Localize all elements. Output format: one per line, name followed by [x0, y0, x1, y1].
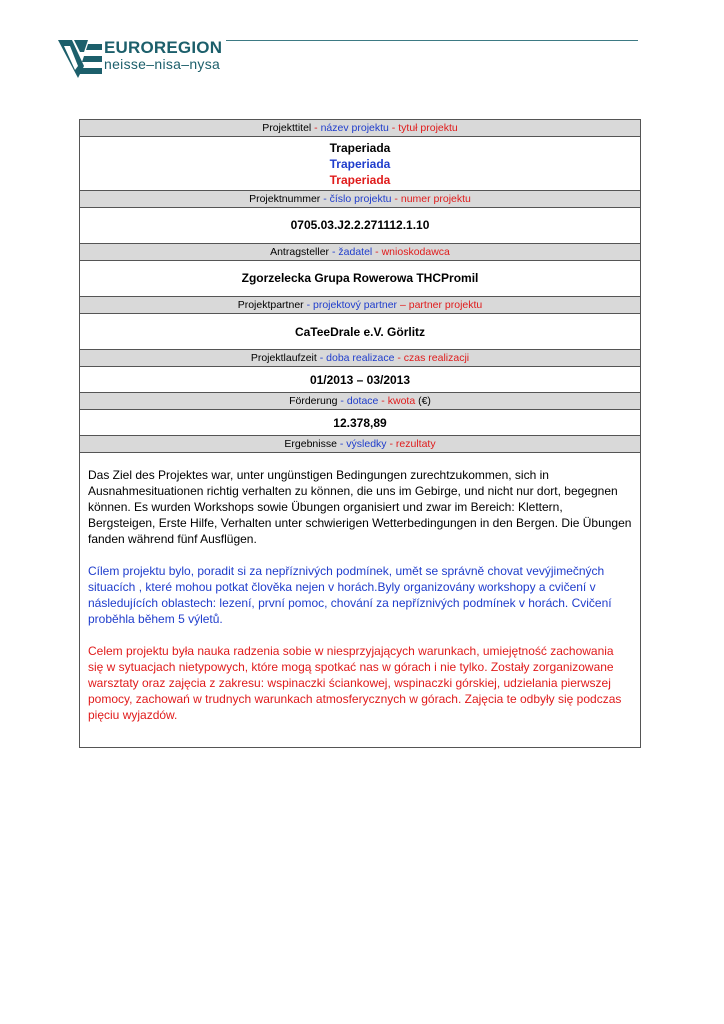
euroregion-emblem-icon [58, 38, 102, 82]
partner-value: CaTeeDrale e.V. Görlitz [80, 314, 640, 350]
project-title-pl: Traperiada [329, 173, 391, 187]
header-de: Ergebnisse [284, 438, 337, 450]
duration-header [80, 350, 640, 367]
header-sep: - [311, 122, 321, 134]
header-de: Projektlaufzeit [250, 352, 317, 364]
header-de: Projektpartner [237, 299, 304, 311]
header-sep: - [372, 246, 382, 258]
currency-suffix: (€) [415, 395, 431, 407]
logo-subtitle: neisse–nisa–nysa [104, 56, 221, 72]
funding-value: 12.378,89 [80, 410, 640, 436]
project-title-header [80, 120, 640, 137]
header-pl: partner projektu [408, 299, 483, 311]
results-body [80, 453, 640, 747]
header-sep: - [378, 395, 388, 407]
logo-title: EUROREGION [104, 38, 223, 57]
applicant-header [80, 244, 640, 261]
header-pl: tytuł projektu [398, 122, 458, 134]
header-sep: - [316, 352, 327, 364]
header-pl: numer projektu [400, 193, 471, 205]
header-cz: projektový partner [313, 299, 398, 311]
header-de: Projektnummer [249, 193, 321, 205]
header-pl: kwota [387, 395, 416, 407]
funding-header [80, 393, 640, 410]
header-sep: - [336, 438, 347, 450]
header-cz: název projektu [320, 122, 389, 134]
header-cz: dotace [346, 395, 379, 407]
project-number-header [80, 191, 640, 208]
header-sep: - [391, 193, 401, 205]
results-text-pl: Celem projektu była nauka radzenia sobie w niesprzyjających warunkach, umiejętność zachowania się w sytuacjach nietypowych, które mogą spotkać nas w górach i nie tylko. Zostały zorganizowane warsztaty oraz zajęcia z zakresu: wspinaczki ściankowej, wspinaczki górskiej, udzielania pierwszej pomocy, zachowań w trudnych warunkach atmosferycznych w górach. Zajęcia te odbyły się podczas pięciu wyjazdów. [88, 644, 622, 722]
header-de: Antragsteller [270, 246, 330, 258]
euroregion-logo [58, 38, 588, 82]
results-text-cz: Cílem projektu bylo, poradit si za nepříznivých podmínek, umět se správně chovat vevýjimečných situacích , které mohou potkat člověka nejen v horách.Byly organizovány workshopy a cvičení v následujících oblastech: lezení, první pomoc, chování za nepříznivých podmínek v horách. Cvičení proběhla během 5 výletů. [88, 564, 612, 626]
header-cz: žadatel [338, 246, 373, 258]
project-title-cz: Traperiada [329, 157, 391, 171]
header-sep: – [397, 299, 409, 311]
header-sep: - [386, 438, 396, 450]
header-cz: číslo projektu [329, 193, 392, 205]
project-title-values [80, 137, 640, 191]
header-sep: - [320, 193, 330, 205]
header-pl: czas realizacji [403, 352, 470, 364]
header-de: Projekttitel [262, 122, 312, 134]
header-sep: - [388, 122, 399, 134]
header-sep: - [337, 395, 347, 407]
header-sep: - [303, 299, 313, 311]
results-header [80, 436, 640, 453]
header-cz: výsledky [346, 438, 387, 450]
header-cz: doba realizace [326, 352, 395, 364]
project-table [79, 119, 641, 748]
header-pl: rezultaty [395, 438, 436, 450]
applicant-value: Zgorzelecka Grupa Rowerowa THCPromil [80, 261, 640, 297]
header-sep: - [394, 352, 404, 364]
logo-divider-line [226, 40, 638, 41]
partner-header [80, 297, 640, 314]
results-text-de: Das Ziel des Projektes war, unter ungünstigen Bedingungen zurechtzukommen, sich in Ausnahmesituationen richtig verhalten zu können, die uns im Gebirge, und nicht nur dort, begegnen können. Es wurden Workshops sowie Übungen organisiert und zwar im Bereich: Klettern, Bergsteigen, Erste Hilfe, Verhalten unter schwierigen Wetterbedingungen in den Bergen. Die Übungen fanden während fünf Ausflügen. [88, 468, 632, 546]
header-de: Förderung [289, 395, 338, 407]
project-number-value: 0705.03.J2.2.271112.1.10 [80, 208, 640, 244]
project-title-de: Traperiada [329, 141, 391, 155]
duration-value: 01/2013 – 03/2013 [80, 367, 640, 393]
header-sep: - [329, 246, 339, 258]
header-pl: wnioskodawca [381, 246, 450, 258]
